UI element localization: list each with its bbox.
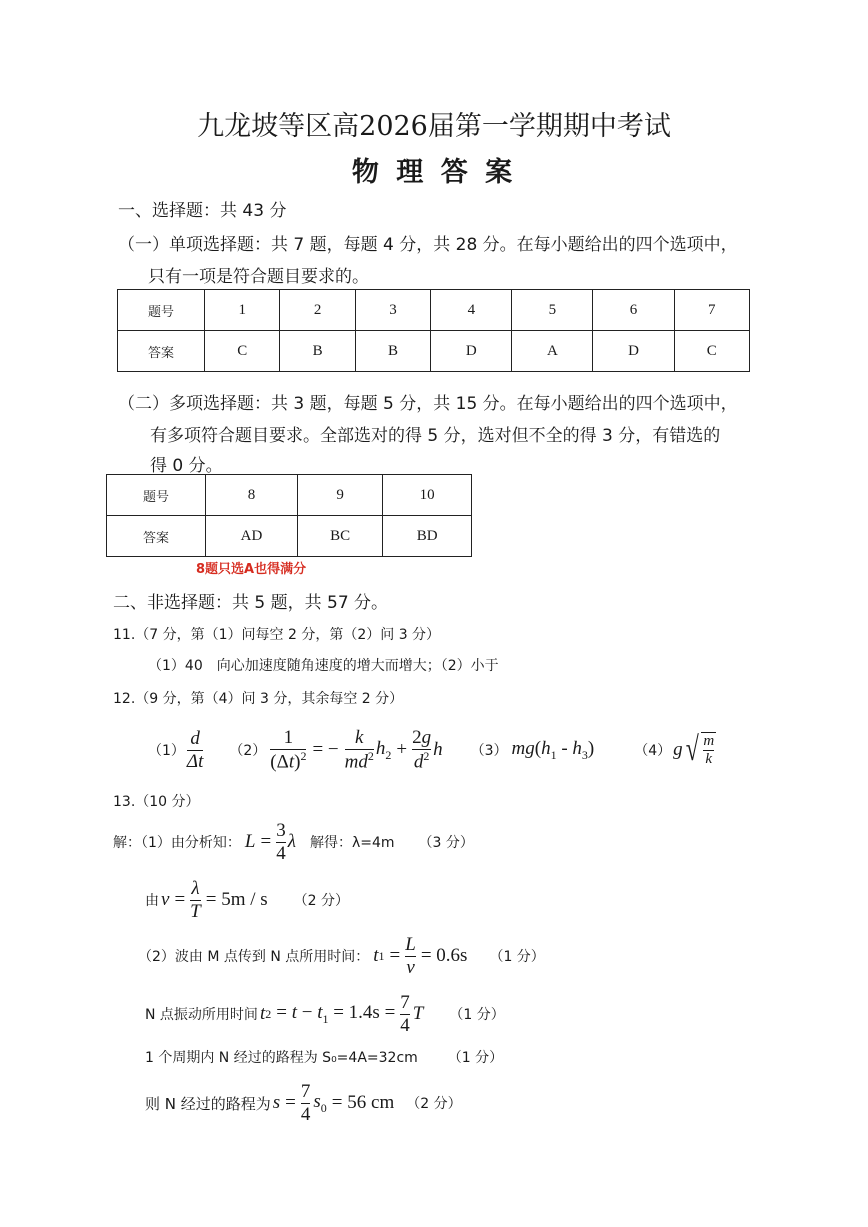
q13-line2-prefix: 由 (145, 893, 159, 909)
table-cell: B (355, 331, 430, 372)
grading-note: 8题只选A也得满分 (196, 562, 307, 577)
row-label-answer: 答案 (107, 516, 206, 557)
q13-line5-text: 1 个周期内 N 经过的路程为 S₀=4A=32cm (145, 1050, 418, 1066)
q11-heading: 11.（7 分，第（1）问每空 2 分，第（2）问 3 分） (113, 627, 441, 643)
table-cell: 7 (674, 290, 749, 331)
q13-line1-score: （3 分） (418, 835, 474, 851)
q13-line6-prefix: 则 N 经过的路程为 (145, 1094, 271, 1113)
section1-heading: 一、选择题：共 43 分 (118, 201, 287, 221)
q12-answer2-formula: $\frac{1}{(\Delta t)^2}$ = − $\frac{k}{md^2}$ $h_2$ + $\frac{2g}{d^2}$ h (270, 726, 443, 773)
q12-heading: 12.（9 分，第（4）问 3 分，其余每空 2 分） (113, 691, 404, 707)
multi-choice-table (106, 474, 472, 557)
table-row (118, 331, 750, 372)
table-cell: 6 (593, 290, 674, 331)
part1-intro-line2: 只有一项是符合题目要求的。 (148, 267, 369, 287)
q12-part4-label: （4） (634, 743, 672, 759)
q13-line3-prefix: （2）波由 M 点传到 N 点所用时间： (138, 949, 370, 965)
table-cell: D (431, 331, 512, 372)
table-cell: 1 (205, 290, 280, 331)
q13-line2-score: （2 分） (293, 893, 350, 909)
single-choice-table (117, 289, 750, 372)
table-cell: 5 (512, 290, 593, 331)
q12-answer3-formula: $mg(h_1 - h_3)$ (511, 737, 595, 762)
table-cell: B (280, 331, 355, 372)
q13-line6 (145, 1078, 462, 1128)
section2-heading: 二、非选择题：共 5 题，共 57 分。 (113, 593, 389, 613)
table-cell: 9 (298, 475, 383, 516)
part2-intro-line2: 有多项符合题目要求。全部选对的得 5 分，选对但不全的得 3 分，有错选的 (150, 426, 721, 446)
q12-part1-label: （1） (148, 743, 185, 759)
table-cell: A (512, 331, 593, 372)
q13-line4 (145, 990, 505, 1038)
q13-vibration-time-formula: t 2 = $t - t_1 = 1.4s$ = $\frac{7}{4}$ T (259, 991, 424, 1036)
row-label-question: 题号 (107, 475, 206, 516)
q13-wavelength-formula: L = $\frac{3}{4}$ λ (244, 819, 296, 864)
table-row (107, 475, 472, 516)
q12-answer4-formula: g √ $\frac{m}{k}$ (673, 731, 715, 768)
row-label-question: 题号 (118, 290, 205, 331)
q13-line2 (145, 876, 349, 924)
table-cell: BD (383, 516, 472, 557)
table-row (118, 290, 750, 331)
table-cell: 8 (206, 475, 298, 516)
q13-heading: 13.（10 分） (113, 794, 200, 810)
table-cell: AD (206, 516, 298, 557)
q11-answer: （1）40 向心加速度随角速度的增大而增大；（2）小于 (148, 658, 499, 674)
table-cell: 4 (431, 290, 512, 331)
q13-time-formula: t 1 = $\frac{L}{v}$ = 0.6s (373, 933, 468, 978)
q13-distance-formula: s = $\frac{7}{4}$ $s_0$ = 56 cm (272, 1080, 395, 1125)
q13-line4-score: （1 分） (449, 1007, 505, 1023)
table-cell: D (593, 331, 674, 372)
exam-title: 九龙坡等区高2026届第一学期期中考试 (197, 111, 671, 142)
q13-line3-score: （1 分） (489, 949, 545, 965)
table-cell: BC (298, 516, 383, 557)
q13-line5-score: （1 分） (447, 1050, 504, 1066)
part1-intro-line1: （一）单项选择题：共 7 题，每题 4 分，共 28 分。在每小题给出的四个选项中， (118, 235, 738, 255)
row-label-answer: 答案 (118, 331, 205, 372)
answer-heading: 物 理 答 案 (351, 157, 517, 188)
table-cell: 2 (280, 290, 355, 331)
table-cell: 3 (355, 290, 430, 331)
q13-line4-prefix: N 点振动所用时间 (145, 1007, 258, 1023)
q13-velocity-formula: v = $\frac{\lambda}{T}$ = 5m / s (161, 877, 268, 922)
q12-answer1-formula: $\frac{d}{\Delta t}$ (186, 727, 204, 772)
q12-answers (148, 722, 716, 778)
table-cell: C (674, 331, 749, 372)
q13-line1-prefix: 解：（1）由分析知： (113, 835, 241, 851)
part2-intro-line1: （二）多项选择题：共 3 题，每题 5 分，共 15 分。在每小题给出的四个选项中， (118, 394, 738, 414)
part2-intro-line3: 得 0 分。 (150, 456, 223, 476)
table-cell: C (205, 331, 280, 372)
q13-line5 (145, 1047, 503, 1067)
q12-part2-label: （2） (229, 743, 267, 759)
q12-part3-label: （3） (470, 743, 508, 759)
q13-line3 (138, 932, 545, 980)
table-row (107, 516, 472, 557)
table-cell: 10 (383, 475, 472, 516)
q13-line1 (113, 818, 474, 866)
q13-line1-solve: 解得：λ=4m (309, 835, 395, 851)
q13-line6-score: （2 分） (406, 1096, 462, 1112)
